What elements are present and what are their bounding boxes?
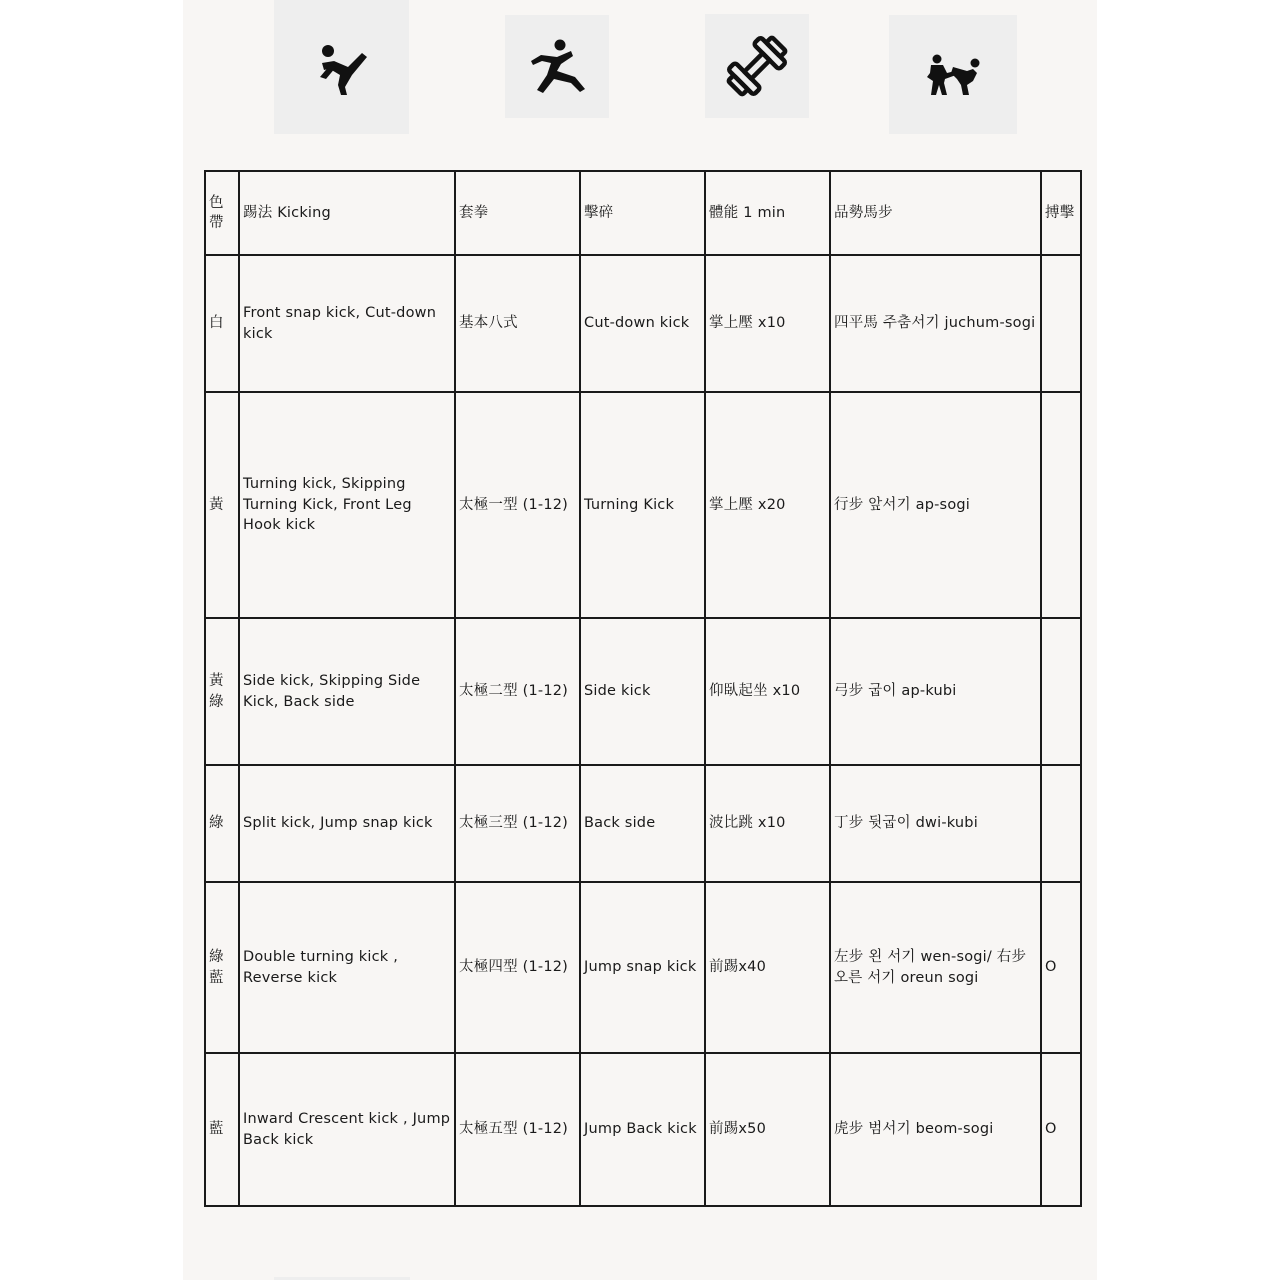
header-kicking: 踢法 Kicking <box>239 171 455 255</box>
table-row <box>205 392 1081 618</box>
belt-curriculum-table <box>204 170 1082 1207</box>
stance-cell: 丁步 뒷굽이 dwi-kubi <box>830 765 1041 882</box>
fitness-cell: 掌上壓 x10 <box>705 255 830 392</box>
forms-cell: 太極五型 (1-12) <box>455 1053 580 1206</box>
stance-cell: 弓步 굽이 ap-kubi <box>830 618 1041 765</box>
belt-cell: 綠藍 <box>205 882 239 1053</box>
table-row <box>205 882 1081 1053</box>
table-row <box>205 255 1081 392</box>
forms-cell: 太極一型 (1-12) <box>455 392 580 618</box>
header-breaking: 擊碎 <box>580 171 705 255</box>
belt-cell: 黃 <box>205 392 239 618</box>
fitness-cell: 前踢x40 <box>705 882 830 1053</box>
kicking-cell: Turning kick, Skipping Turning Kick, Front Leg Hook kick <box>239 392 455 618</box>
header-forms: 套拳 <box>455 171 580 255</box>
kicking-cell: Double turning kick , Reverse kick <box>239 882 455 1053</box>
header-stances: 品勢馬步 <box>830 171 1041 255</box>
kicking-cell: Split kick, Jump snap kick <box>239 765 455 882</box>
dumbbell-icon-tile <box>705 14 809 118</box>
table-header-row <box>205 171 1081 255</box>
sparring-icon <box>923 53 983 97</box>
fitness-cell: 仰臥起坐 x10 <box>705 618 830 765</box>
sparring-cell <box>1041 618 1081 765</box>
flying-kick-icon-tile <box>274 0 409 134</box>
kicking-cell: Side kick, Skipping Side Kick, Back side <box>239 618 455 765</box>
table-row <box>205 618 1081 765</box>
header-fitness: 體能 1 min <box>705 171 830 255</box>
sparring-cell: O <box>1041 882 1081 1053</box>
fitness-cell: 掌上壓 x20 <box>705 392 830 618</box>
flying-kick-icon <box>312 37 372 97</box>
sparring-cell <box>1041 392 1081 618</box>
fitness-cell: 波比跳 x10 <box>705 765 830 882</box>
belt-cell: 黃綠 <box>205 618 239 765</box>
breaking-cell: Back side <box>580 765 705 882</box>
kicking-cell: Front snap kick, Cut-down kick <box>239 255 455 392</box>
belt-cell: 藍 <box>205 1053 239 1206</box>
breaking-cell: Side kick <box>580 618 705 765</box>
dumbbell-icon <box>722 31 792 101</box>
stance-cell: 四平馬 주춤서기 juchum-sogi <box>830 255 1041 392</box>
breaking-cell: Cut-down kick <box>580 255 705 392</box>
sparring-cell <box>1041 255 1081 392</box>
table-row <box>205 765 1081 882</box>
breaking-cell: Turning Kick <box>580 392 705 618</box>
fitness-cell: 前踢x50 <box>705 1053 830 1206</box>
martial-arts-stance-icon-tile <box>505 15 609 118</box>
stance-cell: 行步 앞서기 ap-sogi <box>830 392 1041 618</box>
belt-cell: 白 <box>205 255 239 392</box>
forms-cell: 太極三型 (1-12) <box>455 765 580 882</box>
breaking-cell: Jump snap kick <box>580 882 705 1053</box>
sparring-icon-tile <box>889 15 1017 134</box>
breaking-cell: Jump Back kick <box>580 1053 705 1206</box>
forms-cell: 太極四型 (1-12) <box>455 882 580 1053</box>
forms-cell: 太極二型 (1-12) <box>455 618 580 765</box>
header-belt-color: 色帶 <box>205 171 239 255</box>
stance-cell: 左步 왼 서기 wen-sogi/ 右步 오른 서기 oreun sogi <box>830 882 1041 1053</box>
sparring-cell: O <box>1041 1053 1081 1206</box>
sparring-cell <box>1041 765 1081 882</box>
header-sparring: 搏擊 <box>1041 171 1081 255</box>
stance-cell: 虎步 범서기 beom-sogi <box>830 1053 1041 1206</box>
kicking-cell: Inward Crescent kick , Jump Back kick <box>239 1053 455 1206</box>
table-row <box>205 1053 1081 1206</box>
martial-arts-stance-icon <box>527 37 587 97</box>
belt-cell: 綠 <box>205 765 239 882</box>
forms-cell: 基本八式 <box>455 255 580 392</box>
